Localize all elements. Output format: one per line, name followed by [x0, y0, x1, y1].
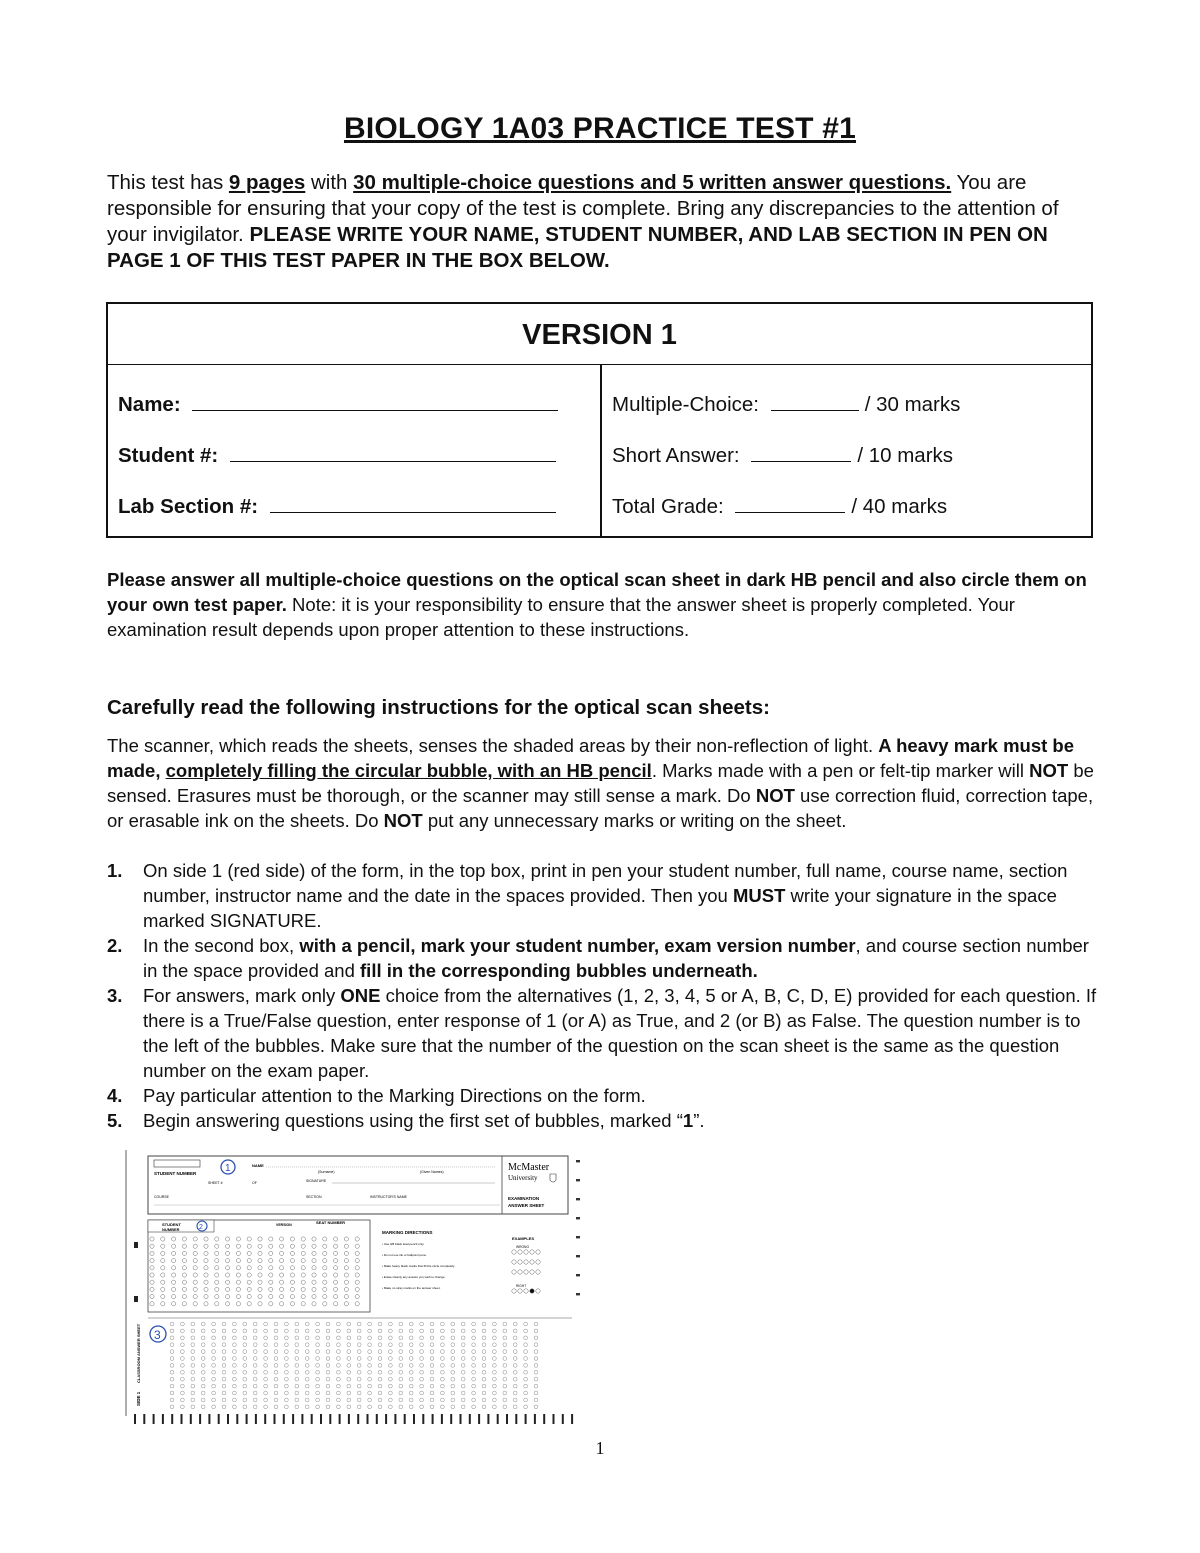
svg-text:COURSE: COURSE [154, 1195, 169, 1199]
version-heading: VERSION 1 [108, 304, 1091, 365]
svg-text:3: 3 [154, 1328, 161, 1342]
page-count: 9 pages [228, 171, 306, 194]
direction-text: • Erase cleanly any answer you wish to change. [382, 1275, 446, 1279]
svg-text:University: University [508, 1174, 538, 1182]
name-field[interactable]: Name: [118, 392, 558, 417]
svg-text:MARKING DIRECTIONS: MARKING DIRECTIONS [382, 1230, 433, 1235]
svg-text:SEAT NUMBER: SEAT NUMBER [316, 1220, 346, 1225]
svg-text:STUDENT: STUDENT [162, 1222, 181, 1227]
direction-text: • Make no stray marks on the answer sheet. [382, 1286, 441, 1290]
scanner-paragraph: The scanner, which reads the sheets, senses the shaded areas by their non-reflection of light. A heavy mark must be made, completely filling the circular bubble, with an HB pencil. Marks made with a pen or felt-tip marker will NOT be sensed. Erasures must be thorough, or the scanner may still sense a mark. Do NOT use correction fluid, correction tape, or erasable ink on the sheets. Do NOT put any unnecessary marks or writing on the sheet. [107, 735, 1094, 831]
svg-text:SIDE 1: SIDE 1 [136, 1391, 141, 1406]
direction-text: • Do not use ink or ballpoint pens. [382, 1253, 427, 1257]
name-line[interactable] [192, 392, 558, 411]
svg-text:SHEET #: SHEET # [208, 1181, 223, 1185]
svg-text:EXAMINATION: EXAMINATION [508, 1196, 540, 1201]
list-item: 3. For answers, mark only ONE choice from the alternatives (1, 2, 3, 4, 5 or A, B, C, D, E) provided for each question. If there is a True/False question, enter response of 1 (or A) as True, and 2 (or B) as False. The question number is to the left of the bubbles. Make sure that the number of the question on the scan sheet is the same as the question number on the exam paper. [107, 985, 1097, 1081]
svg-text:2: 2 [199, 1224, 203, 1231]
list-item: 4. Pay particular attention to the Marking Directions on the form. [107, 1085, 646, 1106]
svg-text:(Given Names): (Given Names) [420, 1170, 444, 1174]
scan-student-number-label: STUDENT NUMBER [154, 1171, 197, 1176]
intro-warning: PLEASE WRITE YOUR NAME, STUDENT NUMBER, AND LAB SECTION IN PEN ON PAGE 1 OF THIS TEST PAPER IN THE BOX BELOW. [107, 223, 1048, 272]
direction-text: • Make heavy black marks that fill the circle completely. [382, 1264, 456, 1268]
grade-fields [602, 365, 1091, 536]
svg-text:NUMBER: NUMBER [162, 1227, 180, 1232]
page-number: 1 [595, 1438, 605, 1458]
list-item: 5. Begin answering questions using the first set of bubbles, marked “1”. [107, 1110, 705, 1131]
svg-text:CLASSROOM ANSWER SHEET: CLASSROOM ANSWER SHEET [136, 1323, 141, 1383]
direction-text: • Use HB black lead pencil only. [382, 1242, 425, 1246]
svg-text:ANSWER SHEET: ANSWER SHEET [508, 1203, 545, 1208]
svg-text:OF: OF [252, 1181, 257, 1185]
svg-text:INSTRUCTOR'S NAME: INSTRUCTOR'S NAME [370, 1195, 407, 1199]
answer-instructions: Please answer all multiple-choice questions on the optical scan sheet in dark HB pencil and also circle them on your own test paper. Note: it is your responsibility to ensure that the answer sheet is properly completed. Your examination result depends upon proper attention to these instructions. [107, 569, 1087, 640]
answer-sheet-image [120, 1148, 590, 1430]
svg-text:SIGNATURE: SIGNATURE [306, 1179, 327, 1183]
svg-text:VERSION: VERSION [276, 1223, 292, 1227]
svg-text:(Surname): (Surname) [318, 1170, 335, 1174]
intro-paragraph: This test has 9 pages with 30 multiple-choice questions and 5 written answer questions. You are responsible for ensuring that your copy of the test is complete. Bring any discrepancies to the attention of your invigilator. PLEASE WRITE YOUR NAME, STUDENT NUMBER, AND LAB SECTION IN PEN ON PAGE 1 OF THIS TEST PAPER IN THE BOX BELOW. [107, 171, 1059, 272]
student-fields [108, 365, 602, 536]
instruction-list [107, 858, 1097, 1133]
page-title: BIOLOGY 1A03 PRACTICE TEST #1 [343, 112, 857, 145]
list-item: 1. On side 1 (red side) of the form, in the top box, print in pen your student number, full name, course name, section number, instructor name and the date in the spaces provided. Then you MUST write your signature in the space marked SIGNATURE. [107, 860, 1068, 931]
svg-text:1: 1 [225, 1163, 231, 1174]
mc-score-field: Multiple-Choice: / 30 marks [612, 393, 961, 416]
svg-text:WRONG: WRONG [516, 1245, 530, 1249]
svg-text:SECTION: SECTION [306, 1195, 322, 1199]
student-info-box [106, 302, 1093, 538]
svg-text:EXAMPLES: EXAMPLES [512, 1236, 535, 1241]
svg-text:RIGHT: RIGHT [516, 1284, 527, 1288]
student-number-field[interactable]: Student #: [118, 443, 556, 468]
lab-section-line[interactable] [270, 494, 556, 513]
sa-score-field: Short Answer: / 10 marks [612, 444, 954, 467]
scan-instructions-heading: Carefully read the following instructions for the optical scan sheets: [107, 696, 770, 719]
mcmaster-logo: McMaster [508, 1162, 550, 1173]
total-score-field: Total Grade: / 40 marks [612, 495, 948, 518]
lab-section-field[interactable]: Lab Section #: [118, 494, 556, 519]
list-item: 2. In the second box, with a pencil, mark your student number, exam version number, and course section number in the space provided and fill in the corresponding bubbles underneath. [107, 935, 1089, 981]
svg-text:NAME: NAME [252, 1163, 264, 1168]
question-count: 30 multiple-choice questions and 5 written answer questions. [353, 171, 952, 194]
student-number-line[interactable] [230, 443, 556, 462]
